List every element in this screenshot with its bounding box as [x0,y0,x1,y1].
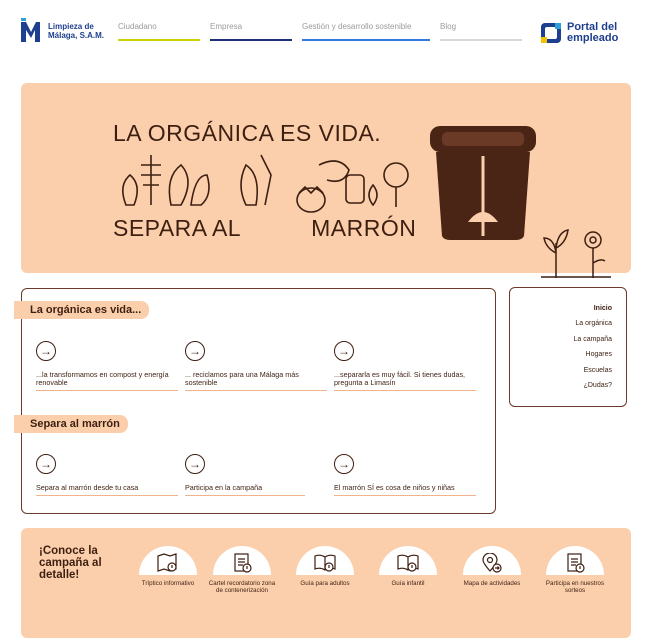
resource-icon-bg [296,546,354,575]
arrow-right-icon[interactable]: → [36,454,56,474]
resource-guia-adultos[interactable] [290,546,360,587]
nav-gestion[interactable]: Gestión y desarrollo sostenible [302,22,430,41]
resources-title: ¡Conoce la campaña al detalle! [39,545,102,581]
resource-icon-bg [213,546,271,575]
hero-headline-2: SEPARA AL MARRÓN [113,215,417,241]
resource-triptico[interactable] [133,546,203,587]
food-scraps-illustration [111,145,411,217]
company-logo[interactable] [20,18,118,44]
menu-item-campana[interactable]: La campaña [573,336,612,343]
menu-item-hogares[interactable]: Hogares [585,351,612,358]
resource-icon-bg [379,546,437,575]
link-label[interactable]: ...la transformamos en compost y energía renovable [36,371,178,391]
brown-bin-illustration [428,122,538,240]
portal-label: Portal del empleado [567,21,619,44]
nav-blog[interactable]: Blog [440,22,522,41]
site-header [0,0,650,62]
plants-illustration [541,223,611,278]
arrow-right-icon[interactable]: → [334,454,354,474]
link-label[interactable]: ... reciclamos para una Málaga más sostenible [185,371,327,391]
menu-item-escuelas[interactable]: Escuelas [583,367,612,374]
pamphlet-icon [157,553,179,573]
content-panel [21,288,496,514]
resource-icon-bg [463,546,521,575]
resource-mapa[interactable] [457,546,527,587]
hero-headline-1: LA ORGÁNICA ES VIDA. [113,120,382,146]
link-label[interactable]: ...separarla es muy fácil. Si tienes dudas, pregunta a Limasín [334,371,476,391]
resource-label: Mapa de actividades [463,580,521,587]
arrow-right-icon[interactable]: → [185,341,205,361]
campaign-resources-banner [21,528,631,638]
link-recicla[interactable] [185,341,327,391]
company-name: Limpieza de Málaga, S.A.M. [48,22,105,40]
book-icon [397,553,419,573]
arrow-right-icon[interactable]: → [334,341,354,361]
side-menu [509,287,627,407]
resource-icon-bg [546,546,604,575]
menu-item-organica[interactable]: La orgánica [575,320,612,327]
link-label[interactable]: Separa al marrón desde tu casa [36,484,178,496]
arrow-right-icon[interactable]: → [185,454,205,474]
resource-label: Cartel recordatorio zona de contenerización [208,580,276,594]
nav-empresa[interactable]: Empresa [210,22,292,41]
link-campana[interactable] [185,454,327,496]
main-nav [118,22,532,41]
resource-label: Tríptico informativo [141,580,195,587]
resource-sorteos[interactable] [540,546,610,594]
resource-cartel[interactable] [207,546,277,594]
arrow-right-icon[interactable]: → [36,341,56,361]
poster-icon [232,553,252,573]
employee-portal-link[interactable] [540,22,618,44]
link-label[interactable]: El marrón SÍ es cosa de niños y niñas [334,484,476,496]
link-label[interactable]: Participa en la campaña [185,484,305,496]
resource-guia-infantil[interactable] [373,546,443,587]
section-title-organica: La orgánica es vida... [14,301,149,319]
map-pin-icon [481,553,503,573]
resource-label: Participa en nuestros sorteos [545,580,605,594]
company-logo-icon [20,18,42,44]
menu-item-dudas[interactable]: ¿Dudas? [583,382,612,389]
link-casa[interactable] [36,454,178,496]
resource-label: Guía infantil [391,580,425,587]
resource-label: Guía para adultos [300,580,350,587]
hero-banner [21,83,631,273]
nav-ciudadano[interactable]: Ciudadano [118,22,200,41]
link-separar[interactable] [334,341,476,391]
book-icon [314,553,336,573]
document-icon [565,553,585,573]
link-ninos[interactable] [334,454,476,496]
menu-item-inicio[interactable]: Inicio [593,305,612,312]
link-compost[interactable] [36,341,178,391]
section-title-marron: Separa al marrón [14,415,128,433]
resource-icon-bg [139,546,197,575]
portal-icon [540,22,562,44]
